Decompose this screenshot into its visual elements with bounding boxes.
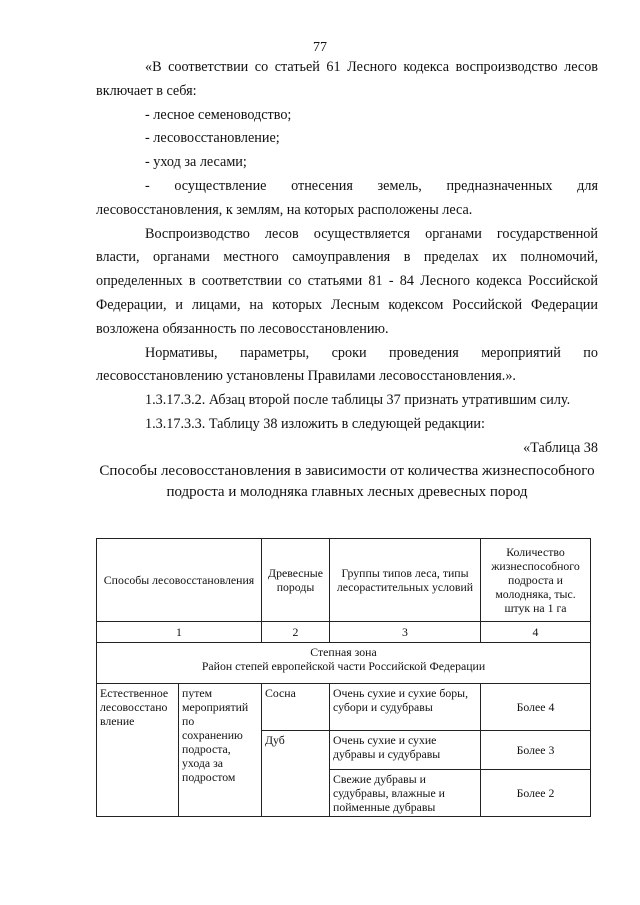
species-cell: Дуб	[262, 731, 330, 817]
paragraph-norms: Нормативы, параметры, сроки проведения мероприятий по лесовосстановлению установлены Правилами лесовосстановления.».	[96, 344, 598, 385]
list-item-forest-care: - уход за лесами;	[145, 154, 247, 171]
column-number: 3	[330, 622, 481, 643]
paragraph-intro: «В соответствии со статьей 61 Лесного кодекса воспроизводство лесов включает в себя:	[96, 59, 598, 99]
paragraph-clause-3: 1.3.17.3.3. Таблицу 38 изложить в следующей редакции:	[145, 415, 485, 432]
table-row	[97, 684, 591, 731]
amount-cell: Более 4	[481, 684, 591, 731]
column-number: 4	[481, 622, 591, 643]
zone-cell	[97, 643, 591, 684]
zone-region: Район степей европейской части Российской Федерации	[201, 659, 486, 673]
paragraph-authorities: Воспроизводство лесов осуществляется органами государственной власти, органами местного самоуправления в пределах их полномочий, определенных в соответствии со статьями 81 - 84 Лесного кодекса Российской Федерации, и лицами, на которых Лесным кодексом Российской Федерации возложена обязанность по лесовосстановлению.	[96, 225, 598, 337]
forest-type-cell: Свежие дубравы и судубравы, влажные и пойменные дубравы	[330, 770, 481, 817]
paragraph-clause-2: 1.3.17.3.2. Абзац второй после таблицы 37 признать утратившим силу.	[145, 392, 571, 409]
zone-name: Степная зона	[310, 645, 377, 659]
amount-cell: Более 2	[481, 770, 591, 817]
reforestation-table	[96, 538, 591, 817]
page-number: 77	[313, 40, 327, 55]
header-species: Древесные породы	[262, 539, 330, 622]
method-cell: Естественное лесовосстано вление	[97, 684, 179, 817]
header-methods: Способы лесовосстановления	[97, 539, 262, 622]
header-quantity: Количество жизнеспособного подроста и молодняка, тыс. штук на 1 га	[481, 539, 591, 622]
header-forest-types: Группы типов леса, типы лесорастительных условий	[330, 539, 481, 622]
species-cell: Сосна	[262, 684, 330, 731]
measure-cell: путем мероприятий по сохранению подроста, ухода за подростом	[179, 684, 262, 817]
list-item-reforestation: - лесовосстановление;	[145, 130, 280, 147]
forest-type-cell: Очень сухие и сухие дубравы и судубравы	[330, 731, 481, 770]
zone-row	[97, 643, 591, 684]
table-label: «Таблица 38	[523, 439, 598, 456]
forest-type-cell: Очень сухие и сухие боры, субори и судубравы	[330, 684, 481, 731]
table-title: Способы лесовосстановления в зависимости от количества жизнеспособного подроста и молодняка главных лесных древесных пород	[99, 462, 595, 500]
table-column-numbers	[97, 622, 591, 643]
list-item-seed-production: - лесное семеноводство;	[145, 106, 292, 123]
table-header-row	[97, 539, 591, 622]
amount-cell: Более 3	[481, 731, 591, 770]
document-body	[96, 56, 598, 503]
column-number: 1	[97, 622, 262, 643]
column-number: 2	[262, 622, 330, 643]
list-item-land-assignment: - осуществление отнесения земель, предназначенных для лесовосстановления, к землям, на которых расположены леса.	[96, 177, 598, 218]
